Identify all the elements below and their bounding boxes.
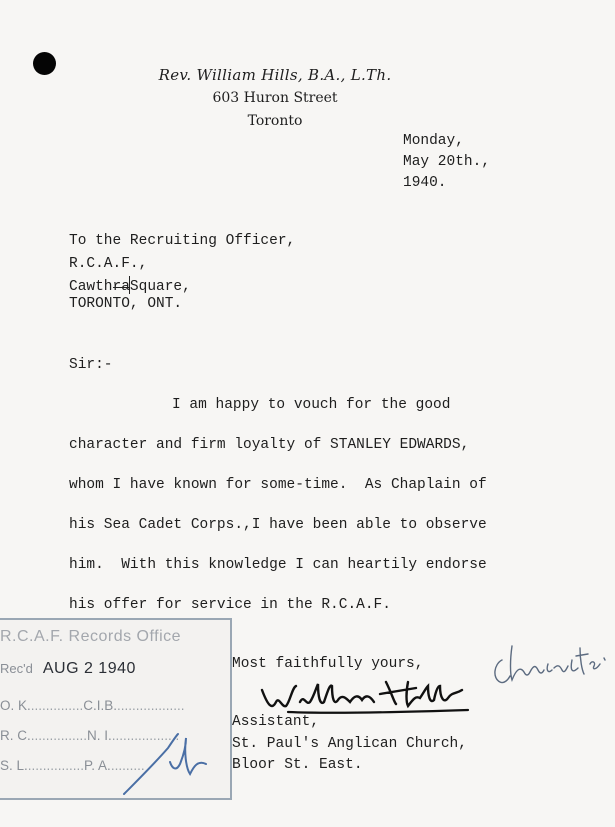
body-line: whom I have known for some-time. As Chaplain of <box>69 477 487 493</box>
closing-title: Assistant, <box>232 714 320 730</box>
address-line-1: To the Recruiting Officer, <box>69 233 296 249</box>
punch-hole <box>33 52 56 75</box>
stamp-title: R.C.A.F. Records Office <box>0 628 182 645</box>
address-line-3-prefix: Cawth <box>69 279 113 295</box>
address-line-2: R.C.A.F., <box>69 256 148 272</box>
records-office-stamp <box>0 618 232 800</box>
stamp-field-ni: N. I. <box>87 728 112 743</box>
stamp-field-ok: O. K. <box>0 698 31 713</box>
body-line: his Sea Cadet Corps.,I have been able to observe <box>69 517 487 533</box>
handwritten-margin-note <box>488 630 613 690</box>
stamp-field-cib: C.I.B. <box>83 698 118 713</box>
closing-church: St. Paul's Anglican Church, <box>232 736 467 752</box>
stamp-received <box>0 660 136 678</box>
stamp-dots: ............... <box>30 728 88 743</box>
stamp-dots: .............. <box>30 698 84 713</box>
body-line: I am happy to vouch for the good <box>172 397 451 413</box>
stamp-field-sl: S. L. <box>0 758 28 773</box>
valediction: Most faithfully yours, <box>232 656 424 672</box>
letterhead <box>140 64 410 133</box>
date-year: 1940. <box>403 175 447 191</box>
letterhead-city: Toronto <box>247 113 303 129</box>
stamp-field-pa: P. A. <box>84 758 111 773</box>
salutation: Sir:- <box>69 357 113 373</box>
address-correction-struck: ra <box>112 279 130 295</box>
letterhead-name: Rev. William Hills, B.A., L.Th. <box>158 66 392 84</box>
stamp-field-rc: R. C. <box>0 728 31 743</box>
body-line: his offer for service in the R.C.A.F. <box>69 597 391 613</box>
stamp-dots: ............... <box>27 758 85 773</box>
stamp-initials-ink <box>120 728 215 798</box>
date-month-day: May 20th., <box>403 154 491 170</box>
stamp-received-label: Rec'd <box>0 661 33 676</box>
date-day: Monday, <box>403 133 464 149</box>
stamp-row-ok <box>0 698 185 713</box>
letter-date <box>403 131 490 194</box>
address-line-3 <box>69 276 191 295</box>
body-line: him. With this knowledge I can heartily endorse <box>69 557 487 573</box>
stamp-dots: .................. <box>117 698 185 713</box>
stamp-received-date: AUG 2 1940 <box>42 660 136 677</box>
address-line-4: TORONTO, ONT. <box>69 296 183 312</box>
stamp-dots: .................. <box>111 728 180 743</box>
address-line-3-suffix: Square, <box>129 279 191 295</box>
stamp-dots: ......... <box>110 758 145 773</box>
letterhead-street: 603 Huron Street <box>212 90 338 106</box>
body-line: character and firm loyalty of STANLEY EDWARDS, <box>69 437 470 453</box>
closing-street: Bloor St. East. <box>232 757 363 773</box>
